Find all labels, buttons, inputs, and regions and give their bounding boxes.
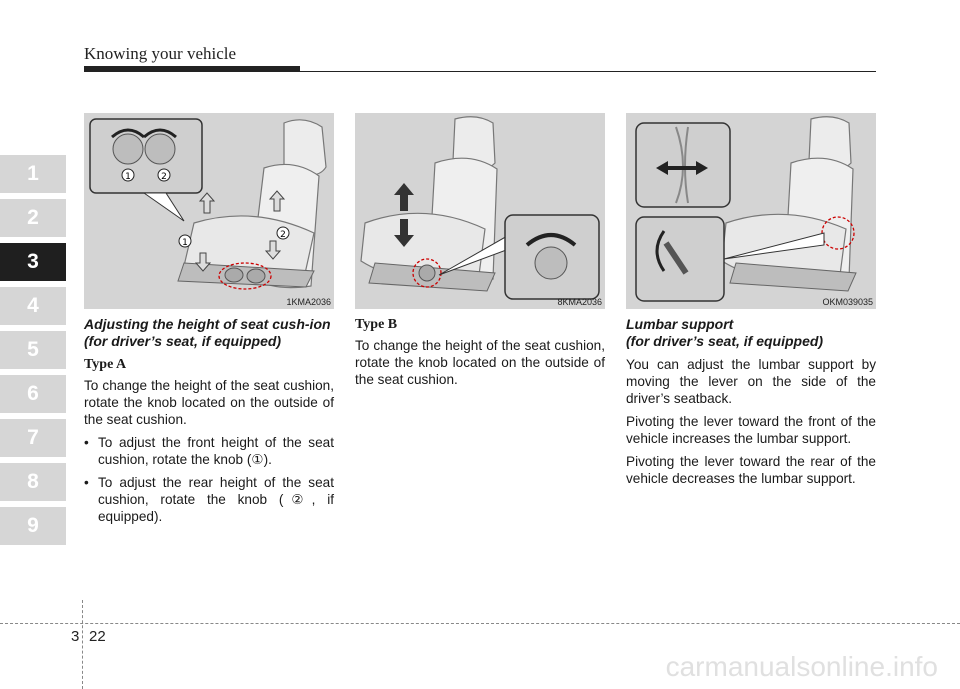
- chapter-tab-3[interactable]: 3: [0, 243, 66, 281]
- seat-illustration: [626, 113, 876, 309]
- column-lumbar-support: [626, 316, 876, 493]
- footer-rule: [0, 623, 960, 624]
- svg-text:2: 2: [280, 230, 286, 240]
- svg-text:1: 1: [125, 172, 131, 182]
- figure-code: 1KMA2036: [286, 297, 331, 307]
- header-rule: [84, 71, 876, 72]
- section-subheading: (for driver’s seat, if equipped): [626, 333, 824, 349]
- seat-height-type-a-figure: [84, 113, 334, 309]
- chapter-tab-8[interactable]: 8: [0, 463, 66, 501]
- column-seat-height-type-a: [84, 316, 334, 531]
- chapter-tab-2[interactable]: 2: [0, 199, 66, 237]
- page-number: 22: [89, 628, 106, 645]
- page-header-title: Knowing your vehicle: [84, 44, 237, 63]
- bullet-dot: •: [84, 435, 89, 450]
- list-item: [84, 434, 334, 468]
- chapter-tab-1[interactable]: 1: [0, 155, 66, 193]
- body-paragraph: You can adjust the lumbar support by moving the lever on the side of the driver’s seatback.: [626, 357, 876, 406]
- list-item-text: To adjust the rear height of the seat cushion, rotate the knob (②, if equipped).: [98, 475, 334, 524]
- watermark: carmanualsonline.info: [665, 651, 938, 682]
- section-heading: Lumbar support: [626, 316, 734, 332]
- seat-illustration: [84, 113, 334, 309]
- body-paragraph: Pivoting the lever toward the rear of the vehicle decreases the lumbar support.: [626, 454, 876, 486]
- body-paragraph: To change the height of the seat cushion, rotate the knob located on the outside of the seat cushion.: [84, 378, 334, 427]
- type-label: Type B: [355, 317, 398, 332]
- lumbar-support-figure: [626, 113, 876, 309]
- list-item-text: To adjust the front height of the seat cushion, rotate the knob (①).: [98, 435, 334, 467]
- svg-text:2: 2: [161, 172, 167, 182]
- figure-code: OKM039035: [822, 297, 873, 307]
- body-paragraph: Pivoting the lever toward the front of the vehicle increases the lumbar support.: [626, 414, 876, 446]
- footer-divider: [82, 600, 83, 689]
- chapter-tabs: [0, 155, 66, 551]
- chapter-tab-9[interactable]: 9: [0, 507, 66, 545]
- column-seat-height-type-b: [355, 316, 605, 394]
- chapter-tab-5[interactable]: 5: [0, 331, 66, 369]
- seat-illustration: [355, 113, 605, 309]
- bullet-dot: •: [84, 475, 89, 490]
- chapter-tab-4[interactable]: 4: [0, 287, 66, 325]
- chapter-number: 3: [71, 628, 80, 645]
- section-heading: Adjusting the height of seat cush-ion (for driver’s seat, if equipped): [84, 316, 331, 349]
- body-paragraph: To change the height of the seat cushion, rotate the knob located on the outside of the seat cushion.: [355, 338, 605, 387]
- chapter-tab-6[interactable]: 6: [0, 375, 66, 413]
- seat-height-type-b-figure: [355, 113, 605, 309]
- list-item: [84, 474, 334, 525]
- type-label: Type A: [84, 357, 127, 372]
- figure-code: 8KMA2036: [557, 297, 602, 307]
- chapter-tab-7[interactable]: 7: [0, 419, 66, 457]
- svg-text:1: 1: [182, 238, 188, 248]
